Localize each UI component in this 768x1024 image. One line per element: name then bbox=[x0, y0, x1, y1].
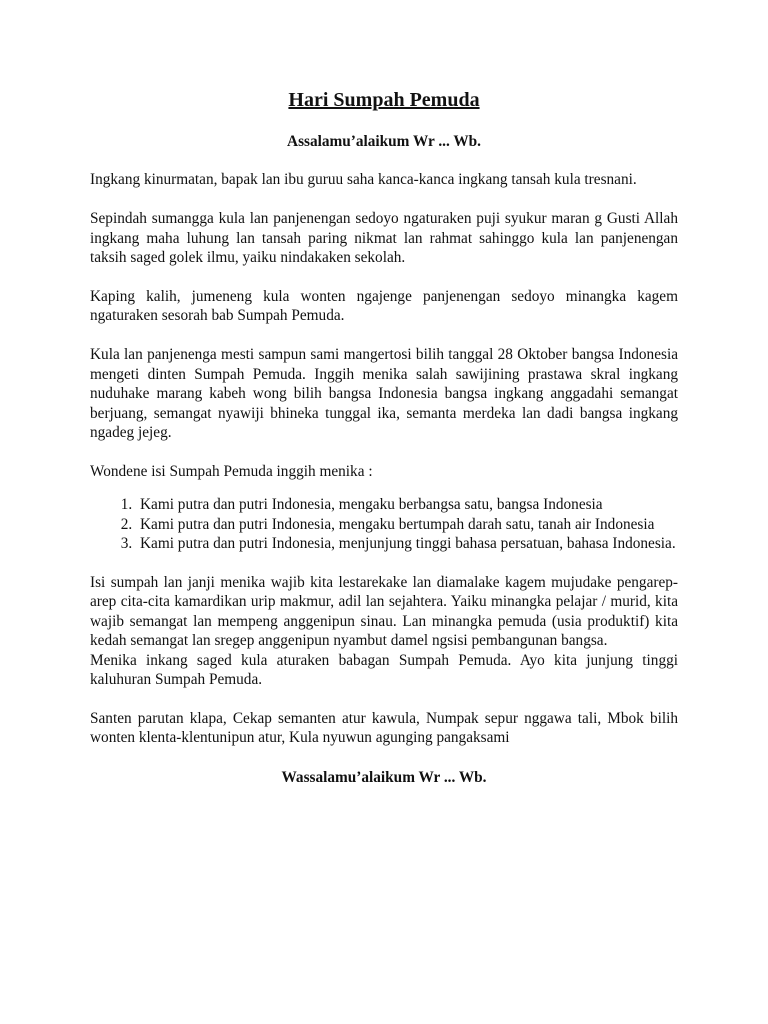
pledge-list bbox=[90, 495, 678, 553]
paragraph-pantun: Santen parutan klapa, Cekap semanten atur kawula, Numpak sepur nggawa tali, Mbok bilih wonten klenta-klentunipun atur, Kula nyuwun agunging pangaksami bbox=[90, 709, 678, 747]
paragraph-list-intro: Wondene isi Sumpah Pemuda inggih menika : bbox=[90, 462, 373, 480]
opening-greeting: Assalamu’alaikum Wr ... Wb. bbox=[287, 133, 481, 150]
paragraph-purpose: Kaping kalih, jumeneng kula wonten ngajenge panjenengan sedoyo minangka kagem ngaturaken sesorah bab Sumpah Pemuda. bbox=[90, 288, 678, 325]
pledge-item: 3. Kami putra dan putri Indonesia, menjunjung tinggi bahasa persatuan, bahasa Indonesia. bbox=[136, 534, 678, 553]
paragraph-salutation: Ingkang kinurmatan, bapak lan ibu guruu saha kanca-kanca ingkang tansah kula tresnani. bbox=[90, 171, 637, 189]
paragraph-conclusion: Menika inkang saged kula aturaken babagan Sumpah Pemuda. Ayo kita junjung tinggi kaluhuran Sumpah Pemuda. bbox=[90, 651, 678, 689]
document-title: Hari Sumpah Pemuda bbox=[288, 89, 480, 111]
closing-greeting: Wassalamu’alaikum Wr ... Wb. bbox=[281, 768, 487, 786]
paragraph-obligation: Isi sumpah lan janji menika wajib kita lestarekake lan diamalake kagem mujudake pengarep-arep cita-cita kamardikan urip makmur, adil lan sejahtera. Yaiku minangka pelajar / murid, kita wajib semangat lan mempeng anggenipun sinau. Lan minangka pemuda (usia produktif) kita kedah semangat lan sregep anggenipun nyambut damel ngsisi pembangunan bangsa. bbox=[90, 574, 678, 650]
pledge-item: 2. Kami putra dan putri Indonesia, mengaku bertumpah darah satu, tanah air Indonesia bbox=[136, 515, 678, 534]
pledge-item: 1. Kami putra dan putri Indonesia, mengaku berbangsa satu, bangsa Indonesia bbox=[136, 495, 678, 514]
paragraph-history: Kula lan panjenenga mesti sampun sami mangertosi bilih tanggal 28 Oktober bangsa Indonesia mengeti dinten Sumpah Pemuda. Inggih menika salah sawijining prastawa skral ingkang nuduhake marang kabeh wong bilih bangsa Indonesia bangsa ingkang anggadahi semangat berjuang, semangat nyawiji bhineka tunggal ika, semanta merdeka lan dadi bangsa ingkang ngadeg jejeg. bbox=[90, 346, 678, 441]
paragraph-gratitude: Sepindah sumangga kula lan panjenengan sedoyo ngaturaken puji syukur maran g Gusti Allah ingkang maha luhung lan tansah paring nikmat lan rahmat sahinggo kula lan panjenengan taksih saged golek ilmu, yaiku nindakaken sekolah. bbox=[90, 210, 678, 267]
